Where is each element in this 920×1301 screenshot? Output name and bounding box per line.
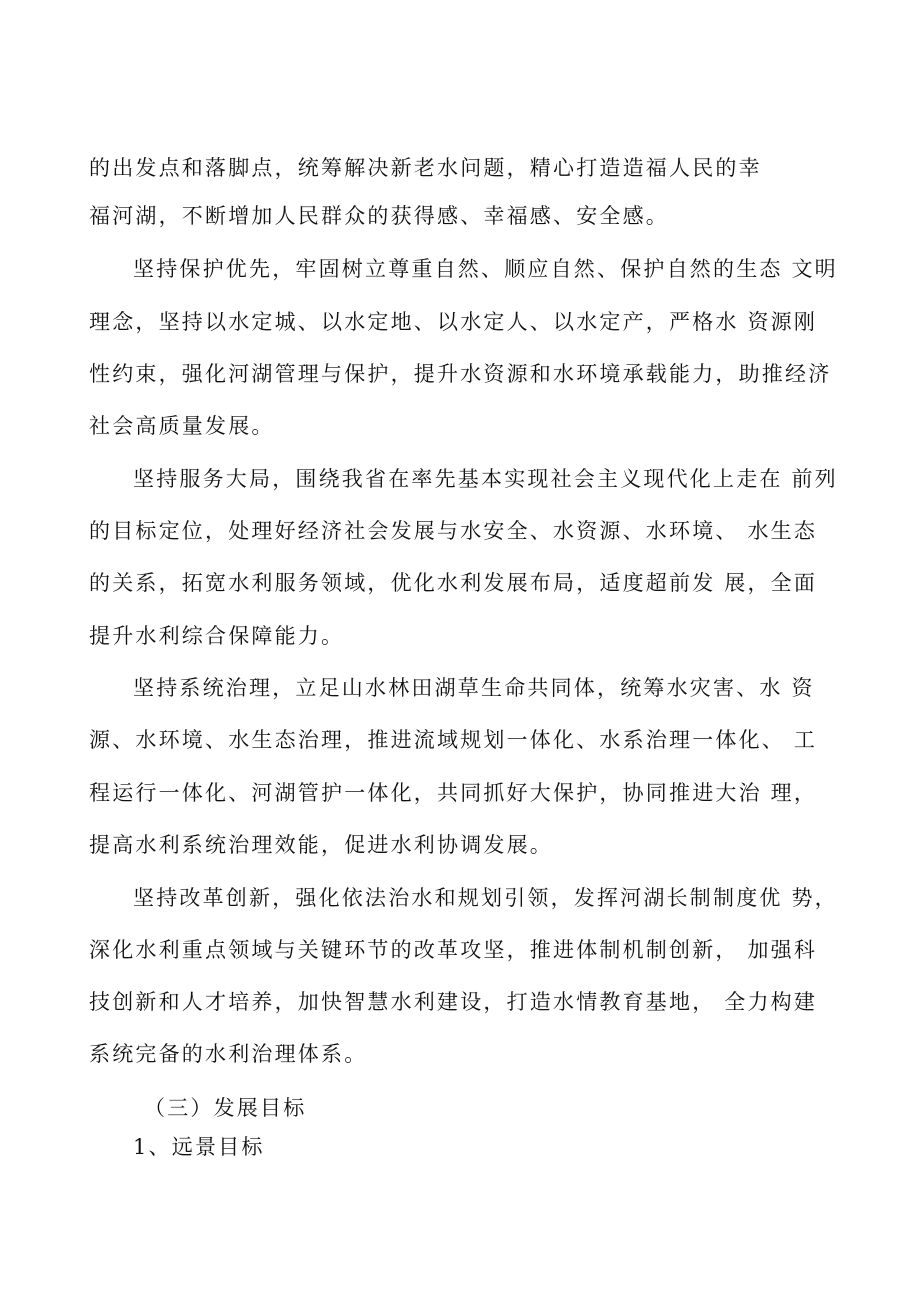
section-heading: （三）发展目标 [144, 1096, 307, 1120]
text-line: 福河湖，不断增加人民群众的获得感、幸福感、安全感。 [89, 204, 669, 228]
text-line: 源、水环境、水生态治理，推进流域规划一体化、水系治理一体化、 工 [89, 728, 818, 752]
text-line: 的关系，拓宽水利服务领域，优化水利发展布局，适度超前发 展，全面 [89, 571, 818, 595]
text-line: 程运行一体化、河湖管护一体化，共同抓好大保护，协同推进大治 理， [89, 781, 818, 805]
subsection-heading: 1、远景目标 [133, 1135, 265, 1159]
paragraph-first-line: 坚持系统治理，立足山水林田湖草生命共同体，统筹水灾害、水 资 [133, 676, 815, 700]
paragraph-first-line: 坚持改革创新，强化依法治水和规划引领，发挥河湖长制制度优 势， [133, 886, 838, 910]
text-line: 理念，坚持以水定城、以水定地、以水定人、以水定产，严格水 资源刚 [89, 310, 818, 334]
paragraph-first-line: 坚持保护优先，牢固树立尊重自然、顺应自然、保护自然的生态 文明 [133, 257, 838, 281]
text-line: 的出发点和落脚点，统筹解决新老水问题，精心打造造福人民的幸 [89, 156, 762, 180]
paragraph-first-line: 坚持服务大局，围绕我省在率先基本实现社会主义现代化上走在 前列 [133, 467, 838, 491]
text-line: 深化水利重点领域与关键环节的改革攻坚，推进体制机制创新， 加强科 [89, 938, 818, 962]
text-line: 的目标定位，处理好经济社会发展与水安全、水资源、水环境、 水生态 [89, 519, 818, 543]
text-line: 提升水利综合保障能力。 [89, 624, 345, 648]
text-line: 社会高质量发展。 [89, 414, 275, 438]
text-line: 性约束，强化河湖管理与保护，提升水资源和水环境承载能力，助推经济 [89, 362, 832, 386]
text-line: 技创新和人才培养，加快智慧水利建设，打造水情教育基地， 全力构建 [89, 990, 818, 1014]
text-line: 提高水利系统治理效能，促进水利协调发展。 [89, 833, 553, 857]
text-line: 系统完备的水利治理体系。 [89, 1042, 368, 1066]
